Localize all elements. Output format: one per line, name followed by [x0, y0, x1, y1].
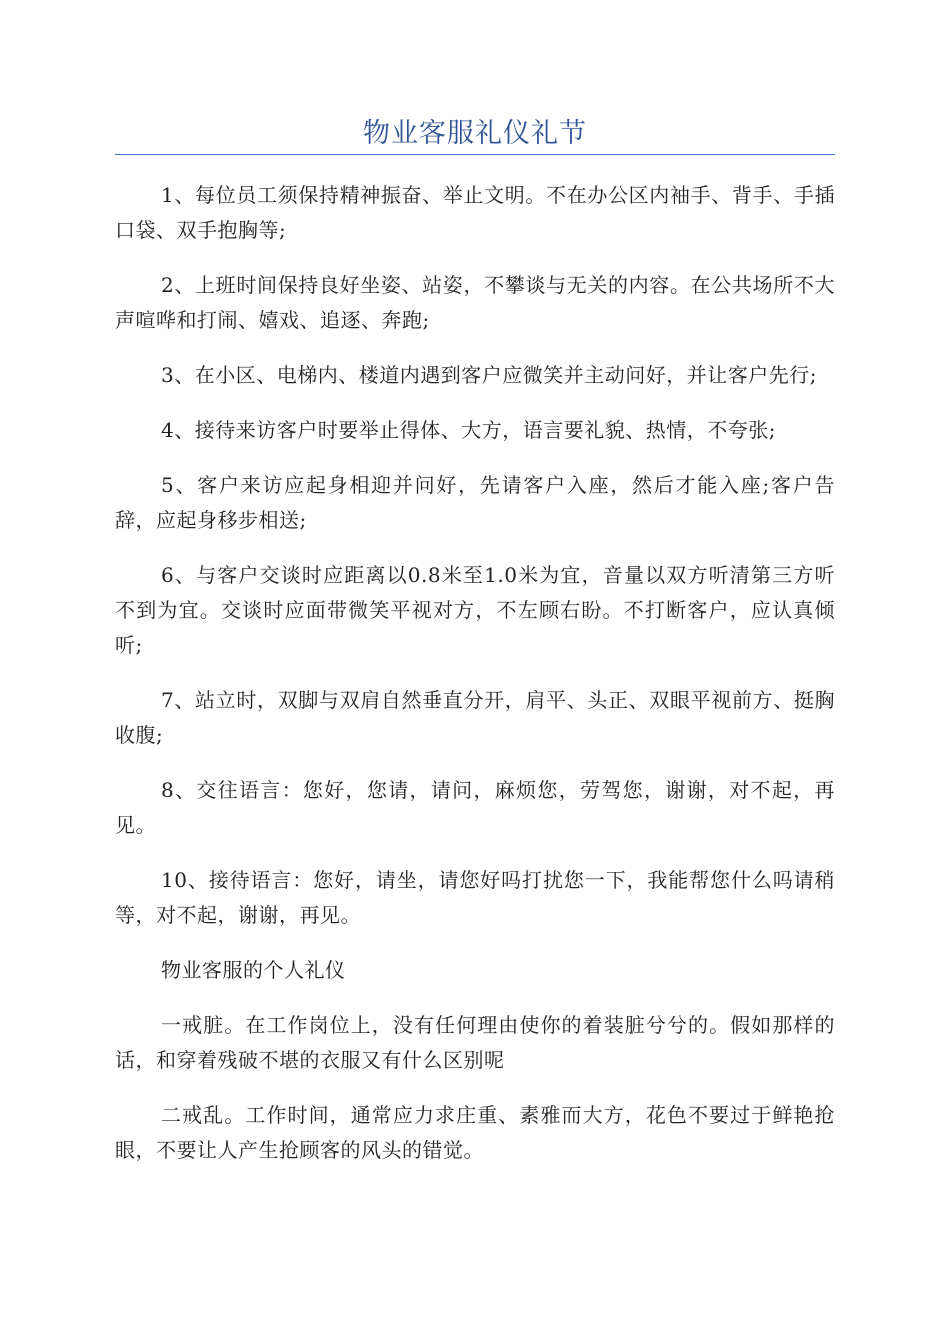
paragraph-2: 2、上班时间保持良好坐姿、站姿，不攀谈与无关的内容。在公共场所不大声喧哗和打闹、嬉戏、追逐、奔跑;: [115, 273, 835, 332]
title-underline: [115, 154, 835, 155]
paragraph-4: 4、接待来访客户时要举止得体、大方，语言要礼貌、热情，不夸张;: [161, 418, 776, 442]
section-heading: 物业客服的个人礼仪: [161, 958, 346, 982]
paragraph-rule-one: 一戒脏。在工作岗位上，没有任何理由使你的着装脏兮兮的。假如那样的话，和穿着残破不堪的衣服又有什么区别呢: [115, 1013, 835, 1072]
paragraph-10: 10、接待语言：您好，请坐，请您好吗打扰您一下，我能帮您什么吗请稍等，对不起，谢谢，再见。: [115, 868, 835, 927]
paragraph-7: 7、站立时，双脚与双肩自然垂直分开，肩平、头正、双眼平视前方、挺胸收腹;: [115, 688, 835, 747]
document-body: [115, 178, 835, 1188]
paragraph-3: 3、在小区、电梯内、楼道内遇到客户应微笑并主动问好，并让客户先行;: [161, 363, 817, 387]
paragraph-1: 1、每位员工须保持精神振奋、举止文明。不在办公区内袖手、背手、手插口袋、双手抱胸等;: [115, 183, 835, 242]
paragraph-8: 8、交往语言：您好，您请，请问，麻烦您，劳驾您，谢谢，对不起，再见。: [115, 778, 835, 837]
paragraph-5: 5、客户来访应起身相迎并问好，先请客户入座，然后才能入座;客户告辞，应起身移步相送;: [115, 473, 835, 532]
paragraph-rule-two: 二戒乱。工作时间，通常应力求庄重、素雅而大方，花色不要过于鲜艳抢眼，不要让人产生抢顾客的风头的错觉。: [115, 1103, 835, 1162]
paragraph-6: 6、与客户交谈时应距离以0.8米至1.0米为宜，音量以双方听清第三方听不到为宜。交谈时应面带微笑平视对方，不左顾右盼。不打断客户，应认真倾听;: [115, 563, 835, 657]
page-title: 物业客服礼仪礼节: [363, 118, 587, 149]
